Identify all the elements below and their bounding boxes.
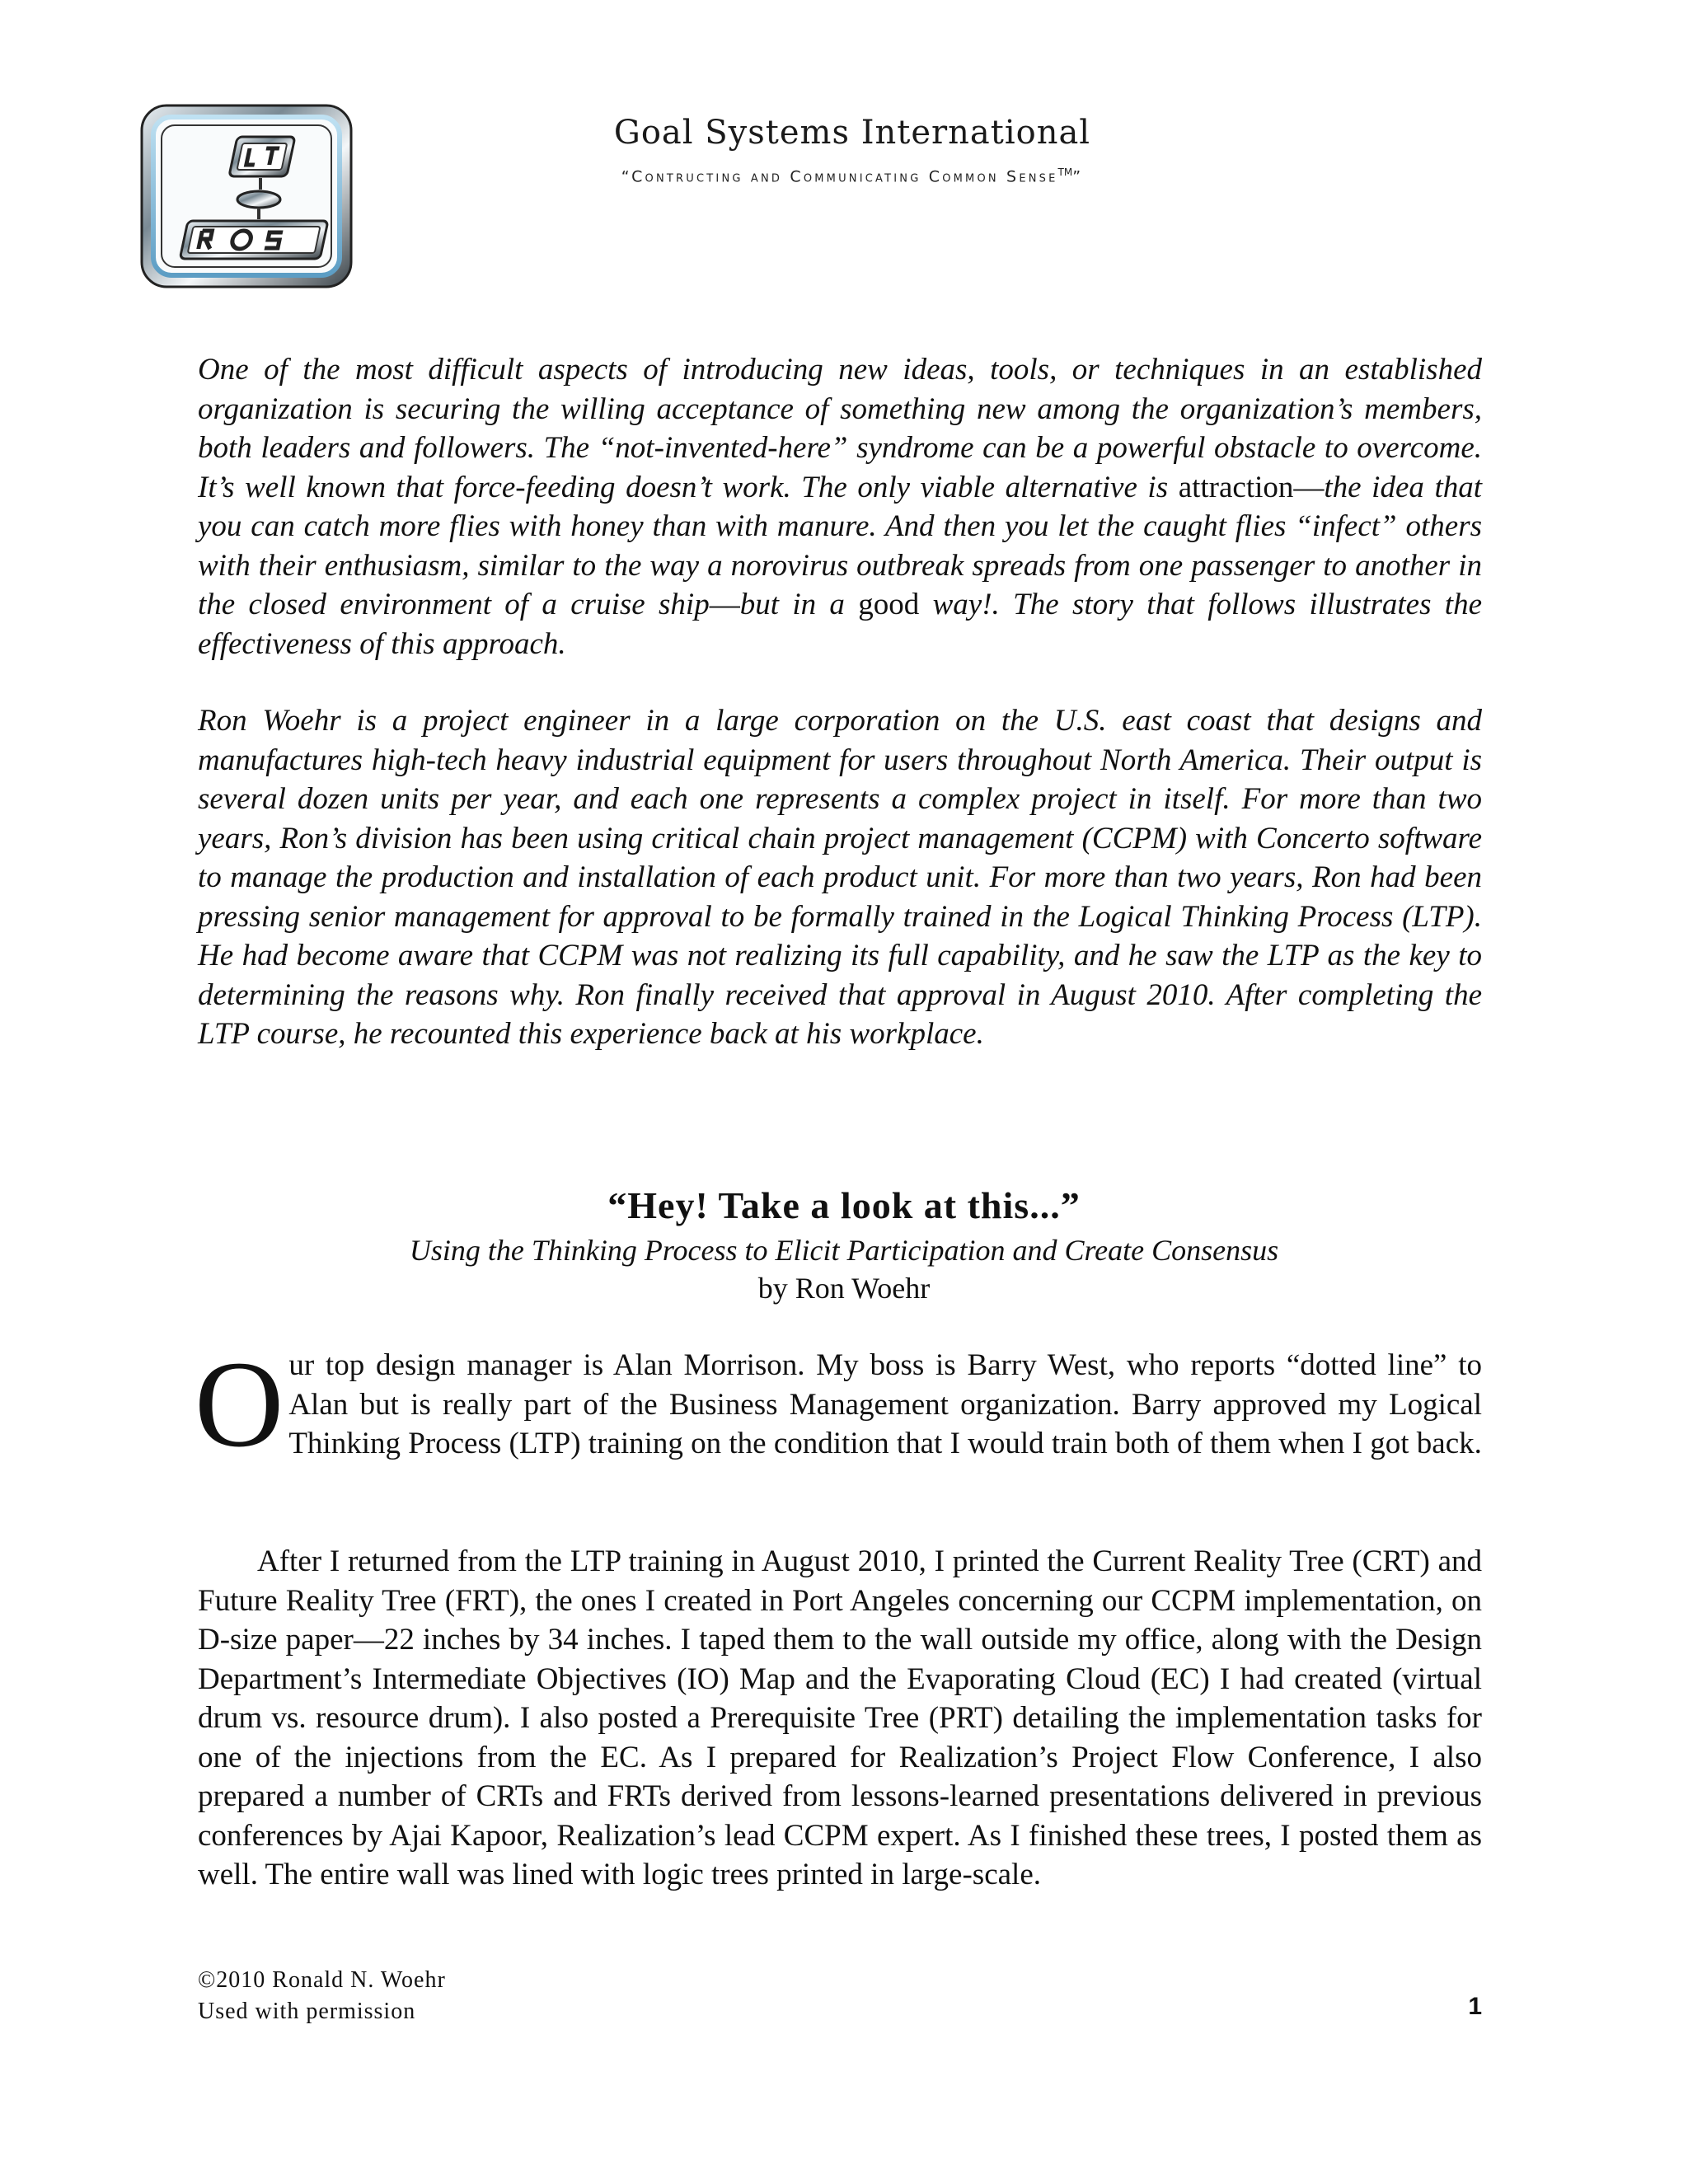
tagline-text: “Contructing and Communicating Common Sense	[621, 167, 1058, 186]
intro-p1-part-c: but in a	[739, 588, 859, 621]
intro-p1-part-b: the idea that you can catch more flies with honey than with manure. And then you let the caught flies “infect” others with their enthusiasm, similar to the way a norovirus outbreak spreads from one passenger to another in the closed environment of a cruise ship	[198, 470, 1483, 621]
footer-credits	[198, 1965, 446, 2027]
trademark-mark: TM	[1057, 166, 1073, 178]
intro-p1-attraction: attraction—	[1178, 470, 1325, 504]
intro-p1-good: good	[858, 588, 920, 621]
footer-copyright: ©2010 Ronald N. Woehr	[198, 1967, 446, 1993]
body-paragraph-1	[195, 1336, 1482, 1473]
article-byline: by Ron Woehr	[757, 1272, 931, 1305]
drop-cap: O	[195, 1336, 284, 1473]
body-p1-text: ur top design manager is Alan Morrison. My boss is Barry West, who reports “dotted line” to Alan but is really part of the Business Management organization. Barry approved my Logical Thinking Process (LTP) training on the condition that I would train both of them when I got back.	[288, 1348, 1482, 1460]
intro-paragraph-1	[198, 350, 1482, 663]
footer-permission: Used with permission	[198, 1999, 416, 2024]
body-paragraph-2: After I returned from the LTP training in August 2010, I printed the Current Reality Tree (CRT) and Future Reality Tree (FRT), the ones I created in Port Angeles concerning our CCPM implementation, on D-size paper—22 inches by 34 inches. I taped them to the wall outside my office, along with the Design Department’s Intermediate Objectives (IO) Map and the Evaporating Cloud (EC) I had created (virtual drum vs. resource drum). I also posted a Prerequisite Tree (PRT) detailing the implementation tasks for one of the injections from the EC. As I prepared for Realization’s Project Flow Conference, I also prepared a number of CRTs and FRTs derived from lessons-learned presentations delivered in previous conferences by Ajai Kapoor, Realization’s lead CCPM expert. As I finished these trees, I posted them as well. The entire wall was lined with logic trees printed in large-scale.	[198, 1544, 1482, 1891]
intro-p1-dash: —	[709, 588, 740, 621]
company-tagline	[0, 166, 1688, 185]
article-title: “Hey! Take a look at this...”	[607, 1184, 1081, 1226]
article-subtitle: Using the Thinking Process to Elicit Participation and Create Consensus	[409, 1234, 1279, 1267]
page-number: 1	[1468, 1993, 1482, 2020]
intro-p1-part-a: One of the most difficult aspects of introducing new ideas, tools, or techniques in an established organization is securing the willing acceptance of something new among the organization’s members, both leaders and followers. The “not-invented-here” syndrome can be a powerful obstacle to overcome. It’s well known that force-feeding doesn’t work. The only viable alternative is	[198, 353, 1482, 504]
company-name: Goal Systems International	[613, 114, 1091, 152]
tagline-close-quote: ”	[1072, 167, 1084, 186]
intro-paragraph-2: Ron Woehr is a project engineer in a large corporation on the U.S. east coast that designs and manufactures high-tech heavy industrial equipment for users throughout North America. Their output is several dozen units per year, and each one represents a complex project in itself. For more than two years, Ron’s division has been using critical chain project management (CCPM) with Concerto software to manage the production and installation of each product unit. For more than two years, Ron had been pressing senior management for approval to be formally trained in the Logical Thinking Process (LTP). He had become aware that CCPM was not realizing its full capability, and he saw the LTP as the key to determining the reasons why. Ron finally received that approval in August 2010. After completing the LTP course, he recounted this experience back at his workplace.	[198, 704, 1482, 1051]
intro-p1-part-d: way!. The story that follows illustrates the effectiveness of this approach.	[198, 588, 1483, 661]
